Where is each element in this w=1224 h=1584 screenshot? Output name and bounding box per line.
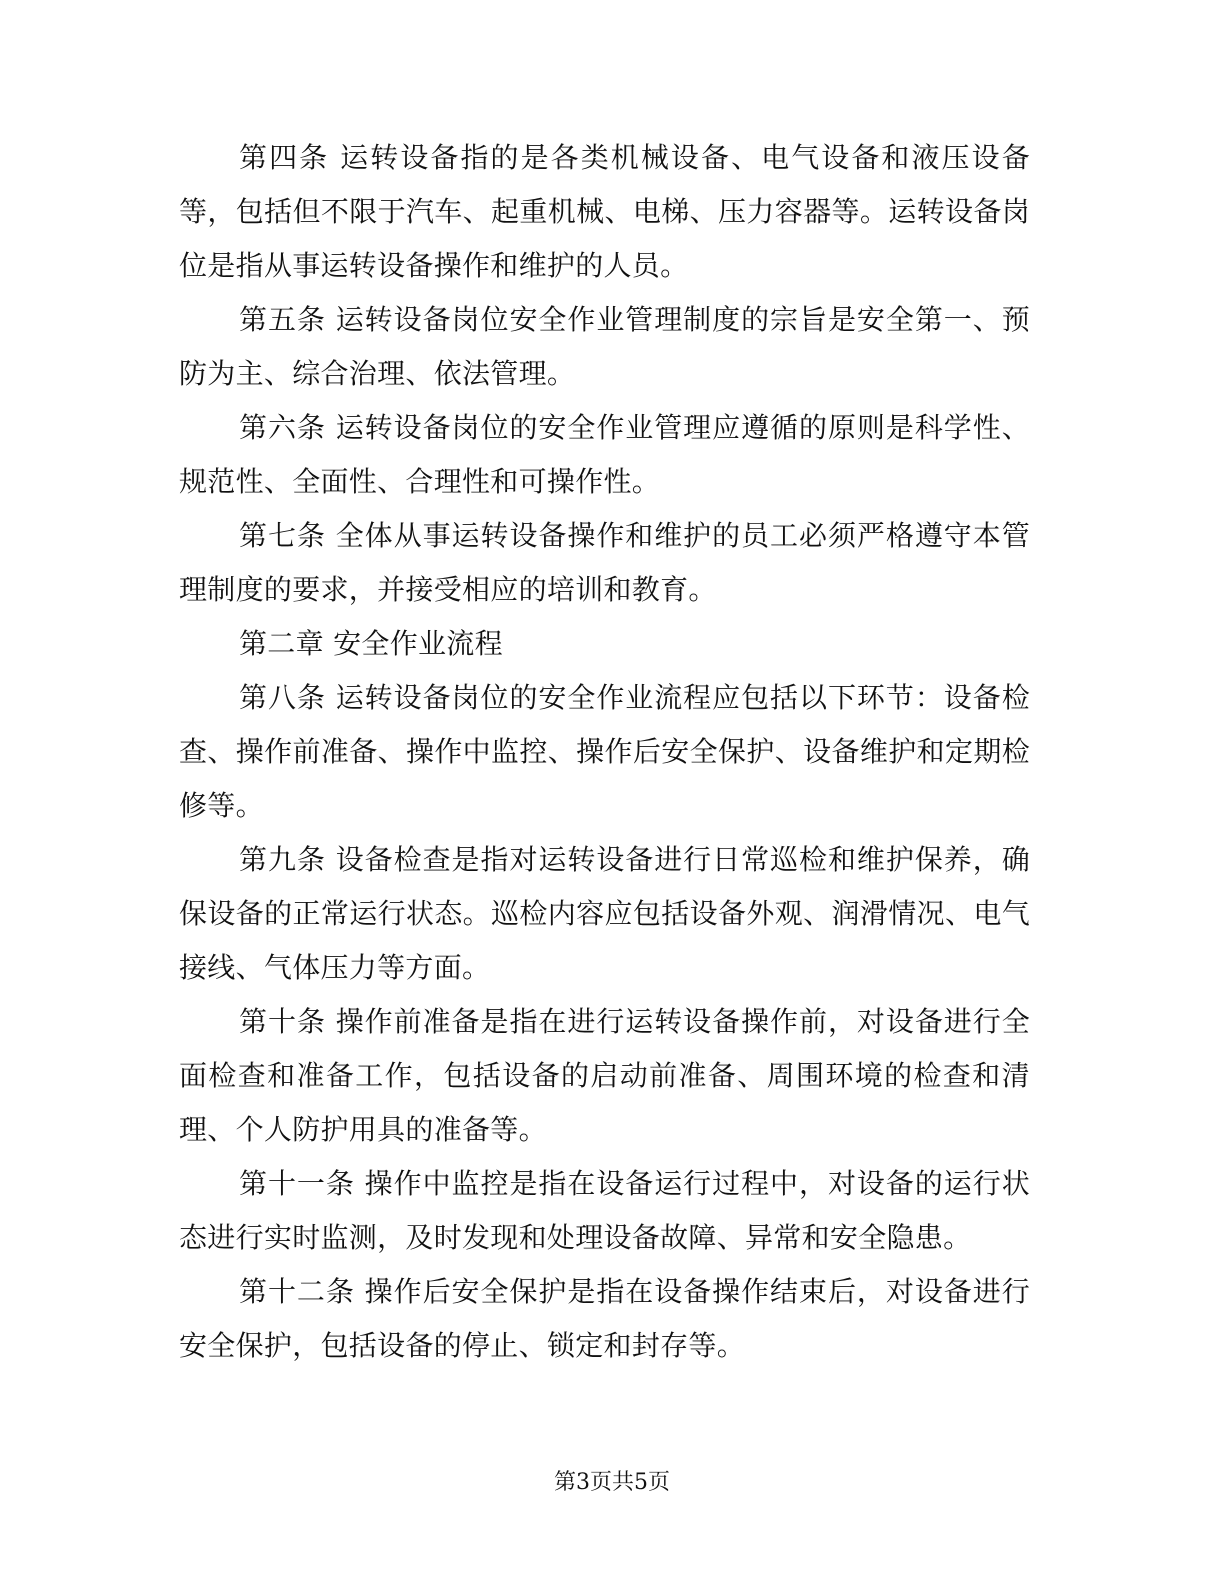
article-10-paragraph: 第十条 操作前准备是指在进行运转设备操作前，对设备进行全面检查和准备工作，包括设备的启动前准备、周围环境的检查和清理、个人防护用具的准备等。	[179, 1005, 1030, 1146]
article-5-paragraph: 第五条 运转设备岗位安全作业管理制度的宗旨是安全第一、预防为主、综合治理、依法管理。	[179, 303, 1030, 390]
article-11-paragraph: 第十一条 操作中监控是指在设备运行过程中，对设备的运行状态进行实时监测，及时发现和处理设备故障、异常和安全隐患。	[179, 1167, 1030, 1254]
article-4-paragraph: 第四条 运转设备指的是各类机械设备、电气设备和液压设备等，包括但不限于汽车、起重机械、电梯、压力容器等。运转设备岗位是指从事运转设备操作和维护的人员。	[179, 141, 1030, 282]
article-9-paragraph: 第九条 设备检查是指对运转设备进行日常巡检和维护保养，确保设备的正常运行状态。巡检内容应包括设备外观、润滑情况、电气接线、气体压力等方面。	[179, 843, 1030, 984]
article-7-paragraph: 第七条 全体从事运转设备操作和维护的员工必须严格遵守本管理制度的要求，并接受相应的培训和教育。	[179, 519, 1030, 606]
article-8-paragraph: 第八条 运转设备岗位的安全作业流程应包括以下环节：设备检查、操作前准备、操作中监控、操作后安全保护、设备维护和定期检修等。	[179, 681, 1030, 822]
document-body	[179, 131, 1030, 1373]
page-number-footer: 第3页共5页	[554, 1470, 670, 1495]
article-12-paragraph: 第十二条 操作后安全保护是指在设备操作结束后，对设备进行安全保护，包括设备的停止、锁定和封存等。	[179, 1275, 1030, 1362]
article-6-paragraph: 第六条 运转设备岗位的安全作业管理应遵循的原则是科学性、规范性、全面性、合理性和可操作性。	[179, 411, 1030, 498]
chapter-2-heading: 第二章 安全作业流程	[239, 627, 503, 660]
